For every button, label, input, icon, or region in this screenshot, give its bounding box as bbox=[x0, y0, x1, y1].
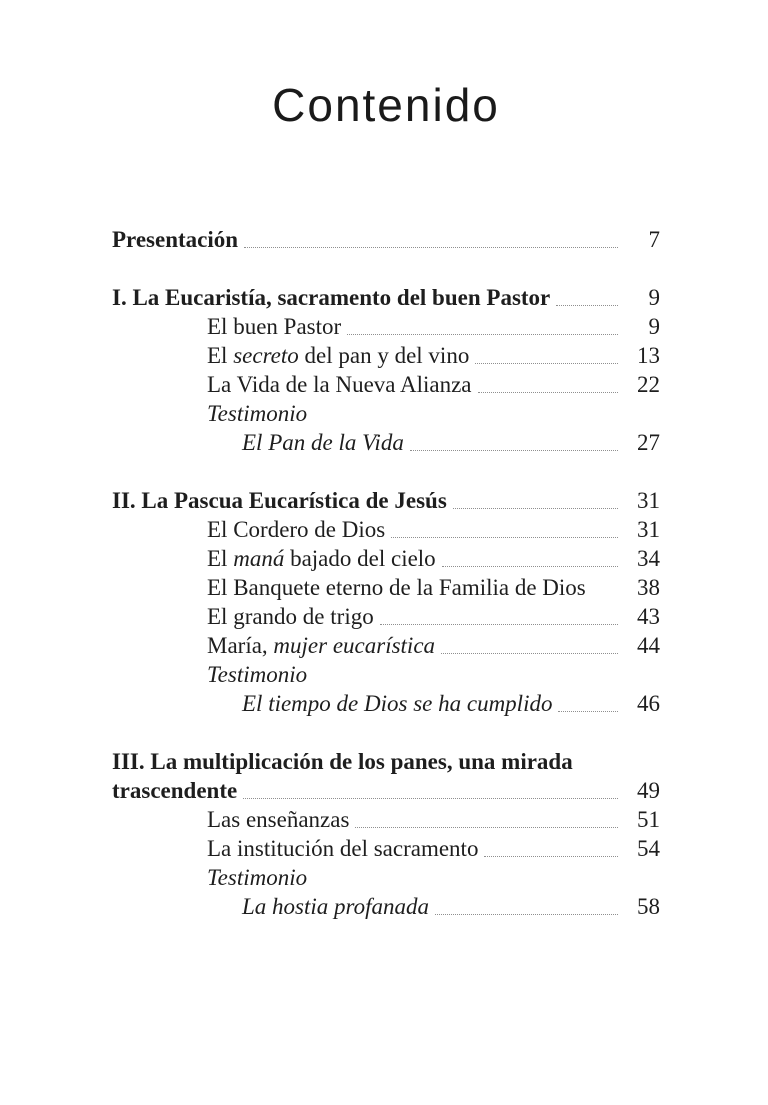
toc-entry bbox=[112, 689, 660, 718]
toc-entry-text-italic: El tiempo de Dios se ha cumplido bbox=[242, 690, 553, 716]
dot-leader bbox=[441, 653, 618, 654]
toc-entry-text: trascendente bbox=[112, 777, 238, 803]
toc-entry-text: Las enseñanzas bbox=[207, 806, 350, 832]
toc-entry-label bbox=[112, 283, 550, 312]
dot-leader bbox=[380, 624, 618, 625]
toc-entry-text-italic: La hostia profanada bbox=[242, 893, 430, 919]
toc-entry bbox=[112, 370, 660, 399]
toc-entry bbox=[112, 834, 660, 863]
toc-entry-label bbox=[242, 689, 552, 718]
toc-entry-text: María, bbox=[207, 632, 274, 658]
toc-entry bbox=[112, 515, 660, 544]
dot-leader bbox=[391, 537, 618, 538]
toc-entry-text-italic: Testimonio bbox=[207, 400, 308, 426]
toc-entry-text: bajado del cielo bbox=[284, 545, 436, 571]
toc-entry bbox=[112, 602, 660, 631]
toc-entry-label bbox=[112, 486, 447, 515]
dot-leader bbox=[410, 450, 618, 451]
toc-entry bbox=[112, 892, 660, 921]
toc-entry-label bbox=[207, 341, 469, 370]
toc-entry-text: La institución del sacramento bbox=[207, 835, 479, 861]
toc-entry-page: 49 bbox=[637, 777, 660, 803]
toc-entry-label bbox=[242, 892, 429, 921]
toc-entry-page: 22 bbox=[637, 371, 660, 397]
toc-entry bbox=[112, 312, 660, 341]
toc-entry bbox=[112, 805, 660, 834]
toc-entry-text-italic: Testimonio bbox=[207, 864, 308, 890]
toc-entry-label bbox=[207, 660, 307, 689]
toc-entry bbox=[112, 283, 660, 312]
toc-entry-page: 9 bbox=[648, 284, 660, 310]
toc-entry-label bbox=[112, 776, 237, 805]
toc-entry-label bbox=[207, 515, 385, 544]
toc-entry-page: 31 bbox=[637, 487, 660, 513]
toc-entry bbox=[112, 399, 660, 428]
toc-entry bbox=[112, 776, 660, 805]
toc-entry-page: 34 bbox=[637, 545, 660, 571]
toc-entry bbox=[112, 863, 660, 892]
toc-entry-page: 43 bbox=[637, 603, 660, 629]
toc-entry-text: La Vida de la Nueva Alianza bbox=[207, 371, 472, 397]
toc-entry-text-italic: secreto bbox=[233, 342, 299, 368]
toc-entry bbox=[112, 486, 660, 515]
toc-entry-text: II. La Pascua Eucarística de Jesús bbox=[112, 487, 447, 513]
dot-leader bbox=[558, 711, 618, 712]
toc-entry-page: 51 bbox=[637, 806, 660, 832]
toc-entry-page: 44 bbox=[637, 632, 660, 658]
toc-entry-text-italic: mujer eucarística bbox=[273, 632, 436, 658]
dot-leader bbox=[355, 827, 618, 828]
dot-leader bbox=[556, 305, 618, 306]
toc-entry-label bbox=[207, 312, 341, 341]
dot-leader bbox=[244, 247, 618, 248]
toc-entry bbox=[112, 544, 660, 573]
toc-entry-label bbox=[207, 834, 478, 863]
toc-entry-text: III. La multiplicación de los panes, una mirada bbox=[112, 748, 573, 774]
toc-entry-label bbox=[207, 863, 307, 892]
toc-entry-label bbox=[112, 225, 238, 254]
toc-entry-page: 54 bbox=[637, 835, 660, 861]
toc-entry-label bbox=[207, 805, 349, 834]
toc-entry bbox=[112, 225, 660, 254]
toc-entry bbox=[112, 428, 660, 457]
toc-entry-page: 27 bbox=[637, 429, 660, 455]
toc-entry-text: Presentación bbox=[112, 226, 239, 252]
toc-entry bbox=[112, 747, 660, 776]
dot-leader bbox=[243, 798, 618, 799]
toc-entry-text: El Banquete eterno de la Familia de Dios bbox=[207, 574, 586, 600]
toc-entry-page: 13 bbox=[637, 342, 660, 368]
toc-entry-text: El buen Pastor bbox=[207, 313, 342, 339]
toc-entry-text: del pan y del vino bbox=[298, 342, 470, 368]
toc-entry-page: 31 bbox=[637, 516, 660, 542]
toc-entry-text: I. La Eucaristía, sacramento del buen Pastor bbox=[112, 284, 551, 310]
toc-entry-label bbox=[242, 428, 404, 457]
dot-leader bbox=[475, 363, 618, 364]
dot-leader bbox=[484, 856, 618, 857]
toc-entry-label bbox=[207, 631, 435, 660]
toc-entry-text: El Cordero de Dios bbox=[207, 516, 386, 542]
dot-leader bbox=[478, 392, 619, 393]
toc-entry-text: El bbox=[207, 342, 234, 368]
toc-entry bbox=[112, 631, 660, 660]
table-of-contents bbox=[112, 225, 660, 921]
toc-entry-page: 7 bbox=[648, 226, 660, 252]
toc-entry-label bbox=[207, 399, 307, 428]
dot-leader bbox=[453, 508, 618, 509]
toc-entry-text-italic: Testimonio bbox=[207, 661, 308, 687]
toc-entry-text: El bbox=[207, 545, 234, 571]
dot-leader bbox=[435, 914, 618, 915]
toc-entry-page: 58 bbox=[637, 893, 660, 919]
toc-entry-text: El grando de trigo bbox=[207, 603, 374, 629]
toc-entry-page: 46 bbox=[637, 690, 660, 716]
toc-entry-label bbox=[207, 544, 436, 573]
dot-leader bbox=[442, 566, 618, 567]
dot-leader bbox=[347, 334, 618, 335]
toc-entry bbox=[112, 660, 660, 689]
toc-entry-label bbox=[207, 602, 374, 631]
toc-entry-label bbox=[112, 747, 573, 776]
toc-entry-label bbox=[207, 370, 472, 399]
page-title: Contenido bbox=[272, 79, 500, 131]
toc-entry-page: 38 bbox=[637, 574, 660, 600]
toc-entry-text-italic: El Pan de la Vida bbox=[242, 429, 404, 455]
toc-entry-page: 9 bbox=[648, 313, 660, 339]
toc-entry-label bbox=[207, 573, 586, 602]
toc-entry bbox=[112, 573, 660, 602]
toc-entry-text-italic: maná bbox=[233, 545, 285, 571]
toc-entry bbox=[112, 341, 660, 370]
